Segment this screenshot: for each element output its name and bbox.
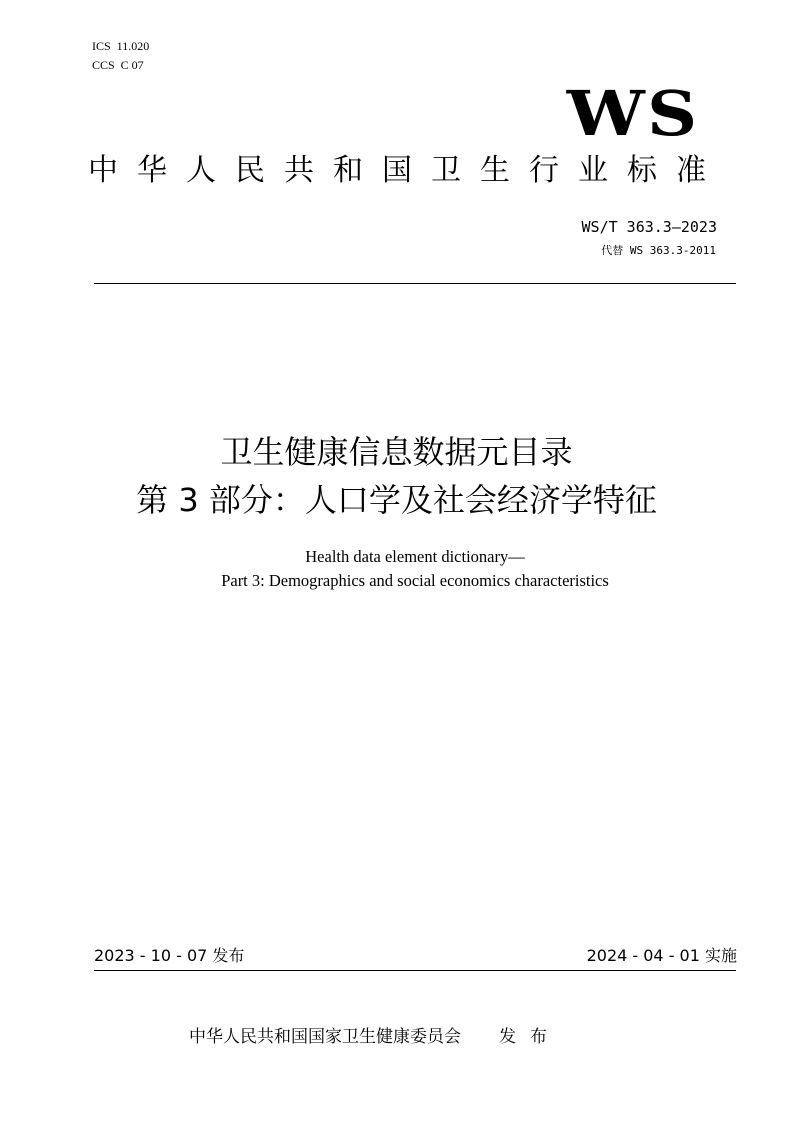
- standard-number: WS/T 363.3—2023: [581, 218, 717, 236]
- issuer-name: 中华人民共和国国家卫生健康委员会: [189, 1027, 461, 1047]
- issuer-action: 发布: [499, 1027, 561, 1047]
- ws-logo: WS: [566, 77, 699, 150]
- ccs-code: CCS C 07: [92, 58, 144, 72]
- footer-divider: [94, 970, 736, 971]
- implementation-date: 2024 - 04 - 01 实施: [586, 946, 737, 965]
- standard-type-heading: 中华人民共和国卫生行业标准: [88, 153, 725, 188]
- title-english-line-2: Part 3: Demographics and social economics characteristics: [221, 571, 609, 590]
- header-divider: [94, 283, 736, 284]
- issuer-row: [189, 1025, 561, 1049]
- ics-code: ICS 11.020: [92, 39, 150, 53]
- issue-date: 2023 - 10 - 07 发布: [94, 946, 245, 965]
- replaces-standard: 代替 WS 363.3-2011: [601, 244, 716, 257]
- title-chinese-line-1: 卫生健康信息数据元目录: [220, 433, 573, 471]
- title-english-line-1: Health data element dictionary—: [305, 547, 525, 566]
- title-chinese-line-2: 第 3 部分：人口学及社会经济学特征: [136, 481, 657, 519]
